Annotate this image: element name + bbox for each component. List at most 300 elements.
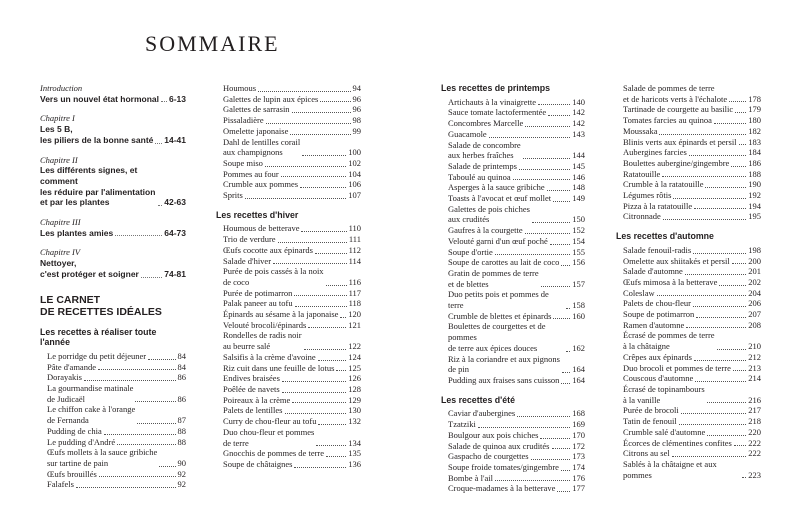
page-number: 94 xyxy=(352,83,361,93)
page-number: 143 xyxy=(572,128,585,139)
toc-column-3 xyxy=(441,83,585,494)
dot-leader xyxy=(707,402,747,403)
chapter-title-text: Les plantes amies xyxy=(40,227,114,238)
toc-entry xyxy=(448,204,585,225)
toc-entry xyxy=(223,330,361,351)
page-number: 98 xyxy=(352,115,361,126)
entry-title: Soupe de carottes au lait de coco xyxy=(448,257,560,268)
toc-entry xyxy=(448,408,585,419)
entry-title: Omelette japonaise xyxy=(223,125,289,136)
entry-title: Riz cuit dans une feuille de lotus xyxy=(223,362,335,373)
entry-title: Trio de verdure xyxy=(223,234,276,245)
toc-entry xyxy=(448,375,585,386)
entry-title: Velouté brocoli/épinards xyxy=(223,319,307,330)
toc-entry xyxy=(223,298,361,309)
recipe-list-annee-part2 xyxy=(216,83,361,201)
dot-leader xyxy=(320,101,350,102)
dot-leader xyxy=(681,413,747,414)
toc-entry xyxy=(448,193,585,204)
page-number: 194 xyxy=(748,200,761,211)
entry-title: Soupe froide tomates/gingembre xyxy=(448,461,559,472)
entry-title: Omelette aux shiitakés et persil xyxy=(623,255,730,266)
chapter-label: Chapitre II xyxy=(40,154,78,165)
dot-leader xyxy=(245,198,346,199)
dot-leader xyxy=(679,424,747,425)
entry-title: Soupe de châtaignes xyxy=(223,458,293,469)
page-number: 106 xyxy=(348,179,361,190)
toc-entry xyxy=(623,373,761,384)
entry-title: Crumble salé d'automne xyxy=(623,426,706,437)
page-number: 148 xyxy=(572,182,585,193)
toc-entry xyxy=(223,448,361,459)
toc-entry xyxy=(448,118,585,129)
entry-title: Le chiffon cake à l'orange de Fernanda xyxy=(47,404,136,426)
page-number: 213 xyxy=(748,362,761,373)
dot-leader xyxy=(98,369,176,370)
toc-entry xyxy=(448,161,585,172)
entry-title: Le porridge du petit déjeuner xyxy=(47,350,147,361)
dot-leader xyxy=(302,155,346,156)
page-number: 160 xyxy=(572,310,585,321)
toc-entry xyxy=(223,405,361,416)
page-number: 136 xyxy=(348,458,361,469)
toc-entry xyxy=(47,447,186,468)
entry-title: Salade d'hiver xyxy=(223,255,272,266)
toc-entry xyxy=(623,147,761,158)
page-number: 124 xyxy=(348,351,361,362)
entry-title: Rondelles de radis noir au beurre salé xyxy=(223,330,302,352)
toc-entry xyxy=(47,362,186,373)
entry-title: Légumes rôtis xyxy=(623,190,672,201)
chapter-label: Chapitre I xyxy=(40,113,75,124)
page-number: 74-81 xyxy=(164,268,186,279)
toc-entry xyxy=(47,351,186,362)
entry-title: Palets de chou-fleur xyxy=(623,298,691,309)
toc-column-2 xyxy=(216,83,361,470)
page-number: 64-73 xyxy=(164,227,186,238)
dot-leader xyxy=(340,317,346,318)
toc-entry xyxy=(47,479,186,490)
entry-title: Purée de brocoli xyxy=(623,405,679,416)
page-number: 182 xyxy=(748,125,761,136)
toc-entry xyxy=(47,383,186,404)
page-number: 207 xyxy=(748,309,761,320)
dot-leader xyxy=(478,427,570,428)
dot-leader xyxy=(84,380,176,381)
toc-entry xyxy=(47,469,186,480)
page-number: 168 xyxy=(572,408,585,419)
toc-entry xyxy=(448,140,585,161)
entry-title: Citronnade xyxy=(623,211,661,222)
entry-title: Sablés à la châtaigne et aux pommes xyxy=(623,458,717,480)
entry-title: Salsifis à la crème d'avoine xyxy=(223,351,316,362)
entry-title: Dorayakis xyxy=(47,372,82,383)
dot-leader xyxy=(561,265,570,266)
dot-leader xyxy=(326,456,346,457)
entry-title: Duo petits pois et pommes de terre xyxy=(448,289,549,311)
entry-title: Salade de concombre aux herbes fraîches xyxy=(448,139,521,161)
toc-entry xyxy=(223,190,361,201)
dot-leader xyxy=(495,254,571,255)
entry-title: Houmous de betterave xyxy=(223,223,300,234)
toc-entry xyxy=(623,352,761,363)
dot-leader xyxy=(659,134,746,135)
page-number: 164 xyxy=(572,364,585,375)
page-number: 145 xyxy=(572,160,585,171)
dot-leader xyxy=(315,253,347,254)
page-number: 217 xyxy=(748,405,761,416)
dot-leader xyxy=(547,190,571,191)
dot-leader xyxy=(673,198,746,199)
dot-leader xyxy=(566,351,570,352)
page-number: 198 xyxy=(748,244,761,255)
page-number: 186 xyxy=(748,157,761,168)
dot-leader xyxy=(689,155,746,156)
recipe-list-ete-part2 xyxy=(616,83,761,222)
toc-entry xyxy=(448,225,585,236)
entry-title: Crumble de blettes et épinards xyxy=(448,310,552,321)
entry-title: Soupe miso xyxy=(223,157,263,168)
dot-leader xyxy=(561,383,570,384)
page-number: 86 xyxy=(177,372,186,383)
dot-leader xyxy=(117,444,175,445)
toc-entry xyxy=(448,321,585,353)
entry-title: Aubergines farcies xyxy=(623,147,687,158)
dot-leader xyxy=(733,370,746,371)
toc-entry xyxy=(223,320,361,331)
entry-title: Toasts à l'avocat et œuf mollet xyxy=(448,193,552,204)
recipe-list-annee-part1 xyxy=(40,351,186,490)
page-number: 84 xyxy=(177,350,186,361)
entry-title: Œufs cocotte aux épinards xyxy=(223,244,313,255)
dot-leader xyxy=(672,456,747,457)
toc-entry xyxy=(623,245,761,256)
toc-entry xyxy=(223,137,361,158)
page-number: 107 xyxy=(348,190,361,201)
dot-leader xyxy=(694,208,746,209)
toc-entry xyxy=(223,459,361,470)
dot-leader xyxy=(282,392,347,393)
toc-entry xyxy=(223,158,361,169)
page-number: 202 xyxy=(748,276,761,287)
entry-title: Soupe de potimarron xyxy=(623,309,695,320)
toc-entry xyxy=(448,129,585,140)
page-number: 190 xyxy=(748,179,761,190)
toc-entry xyxy=(623,459,761,480)
dot-leader xyxy=(742,477,746,478)
entry-title: Endives braisées xyxy=(223,373,280,384)
dot-leader xyxy=(693,253,746,254)
dot-leader xyxy=(294,295,346,296)
page-number: 142 xyxy=(572,118,585,129)
entry-title: Gratin de pommes de terre et de blettes xyxy=(448,267,539,289)
page-number: 155 xyxy=(572,246,585,257)
page-number: 180 xyxy=(748,115,761,126)
dot-leader xyxy=(552,448,571,449)
dot-leader xyxy=(295,306,347,307)
entry-title: Purée de pois cassés à la noix de coco xyxy=(223,266,324,287)
entry-title: Palak paneer au tofu xyxy=(223,298,293,309)
toc-entry xyxy=(448,311,585,322)
dot-leader xyxy=(548,115,570,116)
entry-title: Sauce tomate lactofermentée xyxy=(448,107,547,118)
entry-title: Poireaux à la crème xyxy=(223,394,291,405)
dot-leader xyxy=(265,166,346,167)
page-number: 96 xyxy=(352,104,361,115)
chapter-title xyxy=(40,258,186,279)
dot-leader xyxy=(300,187,346,188)
dot-leader xyxy=(292,402,346,403)
toc-entry xyxy=(223,115,361,126)
entry-title: Salade de quinoa aux crudités xyxy=(448,440,550,451)
page-number: 149 xyxy=(572,193,585,204)
dot-leader xyxy=(705,187,746,188)
page-number: 164 xyxy=(572,374,585,385)
entry-title: Croque-madames à la betterave xyxy=(448,483,556,494)
page-number: 86 xyxy=(177,393,186,404)
page-number: 111 xyxy=(348,234,361,245)
entry-title: La gourmandise matinale de Judicaël xyxy=(47,383,134,404)
carnet-title: LE CARNET DE RECETTES IDÉALES xyxy=(40,293,162,319)
page-number: 152 xyxy=(572,225,585,236)
toc-entry xyxy=(623,320,761,331)
dot-leader xyxy=(304,349,347,350)
page-number: 99 xyxy=(352,125,361,136)
toc-entry xyxy=(223,256,361,267)
toc-entry xyxy=(623,179,761,190)
dot-leader xyxy=(76,487,176,488)
toc-entry xyxy=(223,384,361,395)
toc-entry xyxy=(623,405,761,416)
dot-leader xyxy=(495,480,570,481)
toc-entry xyxy=(223,395,361,406)
toc-entry xyxy=(448,97,585,108)
dot-leader xyxy=(729,101,746,102)
page-number: 174 xyxy=(572,461,585,472)
toc-entry xyxy=(623,288,761,299)
page-number: 184 xyxy=(748,147,761,158)
chapter-label: Introduction xyxy=(40,83,83,93)
entry-title: Sprits xyxy=(223,190,243,201)
page-number: 146 xyxy=(572,171,585,182)
entry-title: Purée de potimarron xyxy=(223,287,293,298)
page-number: 195 xyxy=(748,211,761,222)
dot-leader xyxy=(318,424,346,425)
toc-entry xyxy=(448,172,585,183)
toc-entry xyxy=(623,211,761,222)
dot-leader xyxy=(553,201,570,202)
chapter-entry xyxy=(40,247,186,279)
dot-leader xyxy=(316,445,346,446)
dot-leader xyxy=(135,401,175,402)
toc-entry xyxy=(623,266,761,277)
toc-entry xyxy=(623,330,761,351)
page-number: 102 xyxy=(348,157,361,168)
chapter-title-text: Nettoyer, c'est protéger et soigner xyxy=(40,258,139,279)
entry-title: Tatin de fenouil xyxy=(623,416,677,427)
toc-entry xyxy=(448,257,585,268)
dot-leader xyxy=(282,381,346,382)
dot-leader xyxy=(550,244,571,245)
dot-leader xyxy=(657,295,747,296)
toc-entry xyxy=(448,483,585,494)
dot-leader xyxy=(336,370,346,371)
dot-leader xyxy=(714,123,746,124)
toc-entry xyxy=(448,419,585,430)
entry-title: Dahl de lentilles corail aux champignons xyxy=(223,136,301,158)
toc-column-4 xyxy=(616,83,761,480)
entry-title: Salade de pommes de terre et de haricots verts à l'échalote xyxy=(623,83,728,104)
toc-entry xyxy=(223,427,361,448)
page-number: 220 xyxy=(748,426,761,437)
dot-leader xyxy=(735,112,746,113)
dot-leader xyxy=(285,413,347,414)
toc-entry xyxy=(623,83,761,104)
page-number: 142 xyxy=(572,107,585,118)
toc-entry xyxy=(448,247,585,258)
entry-title: Guacamole xyxy=(448,128,487,139)
entry-title: Concombres Marcelle xyxy=(448,118,524,129)
dot-leader xyxy=(155,143,162,144)
dot-leader xyxy=(717,349,747,350)
toc-entry xyxy=(448,182,585,193)
toc-entry xyxy=(623,298,761,309)
page-number: 158 xyxy=(572,300,585,311)
page-number: 157 xyxy=(572,278,585,289)
recipe-list-printemps xyxy=(441,97,585,386)
dot-leader xyxy=(318,360,347,361)
page-number: 92 xyxy=(177,479,186,490)
page-number: 130 xyxy=(348,405,361,416)
entry-title: Écrasé de pommes de terre à la châtaigne xyxy=(623,330,715,352)
page-number: 88 xyxy=(177,436,186,447)
dot-leader xyxy=(694,360,746,361)
entry-title: Œufs brouillés xyxy=(47,468,97,479)
page-number: 214 xyxy=(748,373,761,384)
toc-entry xyxy=(448,289,585,310)
page-number: 88 xyxy=(177,425,186,436)
entry-title: Houmous xyxy=(223,83,257,93)
toc-entry xyxy=(623,384,761,405)
toc-entry xyxy=(448,430,585,441)
entry-title: Poêlée de navets xyxy=(223,383,280,394)
page-number: 204 xyxy=(748,287,761,298)
section-title-printemps: Les recettes de printemps xyxy=(441,83,551,93)
dot-leader xyxy=(719,285,746,286)
dot-leader xyxy=(258,91,350,92)
page-number: 183 xyxy=(748,136,761,147)
toc-entry xyxy=(223,363,361,374)
page-number: 122 xyxy=(348,341,361,352)
dot-leader xyxy=(148,359,175,360)
toc-entry xyxy=(623,427,761,438)
dot-leader xyxy=(541,286,571,287)
page-number: 132 xyxy=(348,416,361,427)
page-number: 118 xyxy=(348,298,361,309)
entry-title: Asperges à la sauce gribiche xyxy=(448,182,545,193)
dot-leader xyxy=(292,112,351,113)
entry-title: Tzatziki xyxy=(448,419,476,430)
page-number: 134 xyxy=(348,437,361,448)
dot-leader xyxy=(561,470,570,471)
page-number: 129 xyxy=(348,394,361,405)
entry-title: Falafels xyxy=(47,479,74,490)
entry-title: Gaufres à la courgette xyxy=(448,225,523,236)
entry-title: Duo brocoli et pommes de terre xyxy=(623,362,731,373)
page-number: 42-63 xyxy=(164,197,186,208)
dot-leader xyxy=(273,263,347,264)
page-number: 177 xyxy=(572,483,585,494)
dot-leader xyxy=(532,222,570,223)
section-title-ete: Les recettes d'été xyxy=(441,394,515,405)
dot-leader xyxy=(525,126,570,127)
entry-title: Crêpes aux épinards xyxy=(623,351,692,362)
dot-leader xyxy=(141,277,162,278)
entry-title: Duo chou-fleur et pommes de terre xyxy=(223,426,315,448)
dot-leader xyxy=(115,235,162,236)
entry-title: Œufs mimosa à la betterave xyxy=(623,276,718,287)
dot-leader xyxy=(326,285,347,286)
toc-entry xyxy=(223,245,361,256)
page-number: 92 xyxy=(177,468,186,479)
dot-leader xyxy=(161,101,167,102)
entry-title: Salade de printemps xyxy=(448,160,517,171)
page-number: 200 xyxy=(748,255,761,266)
dot-leader xyxy=(553,318,570,319)
recipe-list-hiver xyxy=(216,223,361,469)
entry-title: Artichauts à la vinaigrette xyxy=(448,96,537,107)
page-number: 121 xyxy=(348,319,361,330)
entry-title: Gaspacho de courgettes xyxy=(448,451,529,462)
dot-leader xyxy=(707,435,746,436)
entry-title: Tartinade de courgette au basilic xyxy=(623,104,734,115)
dot-leader xyxy=(731,166,746,167)
page-number: 6-13 xyxy=(168,93,186,104)
entry-title: Pâte d'amande xyxy=(47,361,96,372)
entry-title: Couscous d'automne xyxy=(623,373,694,384)
chapter-title xyxy=(40,228,186,239)
dot-leader xyxy=(538,104,570,105)
page-title: SOMMAIRE xyxy=(145,31,280,56)
chapter-list xyxy=(40,83,186,280)
dot-leader xyxy=(531,459,571,460)
toc-entry xyxy=(623,277,761,288)
dot-leader xyxy=(99,476,176,477)
chapter-title-text: Les différents signes, et comment les réduire par l'alimentation et par les plantes xyxy=(40,165,156,208)
dot-leader xyxy=(739,144,747,145)
section-title-automne: Les recettes d'automne xyxy=(616,231,714,242)
dot-leader xyxy=(662,176,746,177)
entry-title: Œufs mollets à la sauce gribiche sur tartine de pain xyxy=(47,447,158,468)
dot-leader xyxy=(732,263,747,264)
page-number: 117 xyxy=(348,287,361,298)
toc-entry xyxy=(448,236,585,247)
toc-entry xyxy=(223,352,361,363)
page-number: 14-41 xyxy=(164,134,186,145)
toc-entry xyxy=(623,169,761,180)
toc-entry xyxy=(623,190,761,201)
toc-entry xyxy=(223,94,361,105)
chapter-title-text: Les 5 B, les piliers de la bonne santé xyxy=(40,124,154,145)
toc-entry xyxy=(223,416,361,427)
entry-title: Ratatouille xyxy=(623,168,661,179)
toc-entry xyxy=(623,137,761,148)
entry-title: Boulettes aubergine/gingembre xyxy=(623,157,730,168)
dot-leader xyxy=(734,445,746,446)
page-number: 150 xyxy=(572,214,585,225)
toc-entry xyxy=(623,416,761,427)
entry-title: Riz à la coriandre et aux pignons de pin xyxy=(448,353,560,375)
